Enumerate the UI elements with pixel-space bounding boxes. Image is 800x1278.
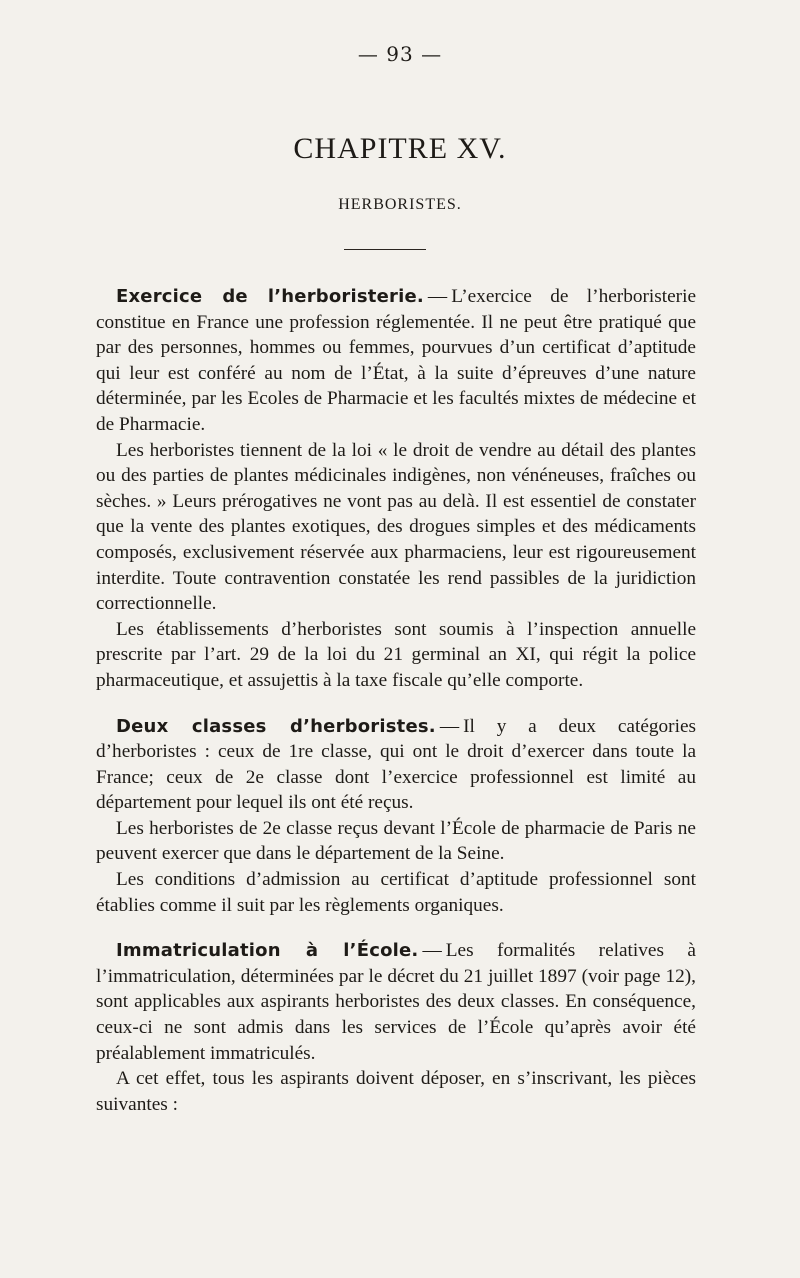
paragraph-text: L’exercice de l’herboristerie constitue en France une profession réglementée. Il ne peut être pratiqué que par des personnes, hommes ou femmes, pourvues d’un certificat d’aptitude qui leur est conféré au nom de l’État, à la suite d’épreuves d’une nature déterminée, par les Ecoles de Pharmacie et les facultés mixtes de médecine et de Pharmacie. bbox=[96, 286, 697, 435]
body-text bbox=[96, 284, 696, 1117]
paragraph-conditions bbox=[96, 867, 696, 918]
paragraph-inspection bbox=[96, 617, 696, 694]
paragraph-text: A cet effet, tous les aspirants doivent déposer, en s’inscrivant, les pièces suivantes : bbox=[96, 1068, 696, 1115]
paragraph-immatriculation bbox=[96, 938, 696, 1066]
heading-dash: — bbox=[422, 940, 442, 962]
paragraph-deux-classes bbox=[96, 714, 696, 816]
paragraph-exercice bbox=[96, 284, 696, 438]
paragraph-heading: Immatriculation à l’École. bbox=[116, 940, 419, 962]
section-title: HERBORISTES. bbox=[338, 196, 462, 213]
paragraph-text: Les conditions d’admission au certificat d’aptitude professionnel sont établies comme il suit par les règlements organiques. bbox=[96, 869, 696, 916]
page-number: — 93 — bbox=[357, 42, 443, 66]
heading-dash: — bbox=[439, 715, 460, 737]
paragraph-text: Les herboristes tiennent de la loi « le droit de vendre au détail des plantes ou des parties de plantes médicinales indigènes, non vénéneuses, fraîches ou sèches. » Leurs prérogatives ne vont pas au delà. Il est essentiel de constater que la vente des plantes exotiques, des drogues simples et des médicaments composés, exclusivement réservée aux pharmaciens, leur est rigoureusement interdite. Toute contravention constatée les rend passibles de la juridiction correctionnelle. bbox=[96, 439, 696, 615]
heading-dash: — bbox=[427, 286, 448, 307]
paragraph-heading: Deux classes d’herboristes. bbox=[116, 715, 436, 737]
chapter-title: CHAPITRE XV. bbox=[293, 132, 507, 165]
paragraph-text: Les formalités relatives à l’immatriculation, déterminées par le décret du 21 juillet 1897 (voir page 12), sont applicables aux aspirants herboristes des deux classes. En conséquence, ceux-ci ne sont admis dans les services de l’École qu’après avoir été préalablement immatriculés. bbox=[96, 940, 696, 1064]
paragraph-text: Les établissements d’herboristes sont soumis à l’inspection annuelle prescrite par l’art. 29 de la loi du 21 germinal an XI, qui régit la police pharmaceutique, et assujettis à la taxe fiscale qu’elle comporte. bbox=[96, 618, 696, 691]
paragraph-text: Il y a deux catégories d’herboristes : ceux de 1re classe, qui ont le droit d’exercer dans toute la France; ceux de 2e classe dont l’exercice professionnel est limité au département pour lequel ils ont été reçus. bbox=[96, 715, 697, 814]
paragraph-droit-de-vendre bbox=[96, 438, 696, 617]
title-divider bbox=[344, 249, 426, 250]
paragraph-text: Les herboristes de 2e classe reçus devant l’École de pharmacie de Paris ne peuvent exercer que dans le département de la Seine. bbox=[96, 817, 696, 865]
paragraph-heading: Exercice de l’herboristerie. bbox=[116, 286, 424, 307]
paragraph-seine bbox=[96, 816, 696, 867]
paragraph-pieces bbox=[96, 1066, 696, 1117]
